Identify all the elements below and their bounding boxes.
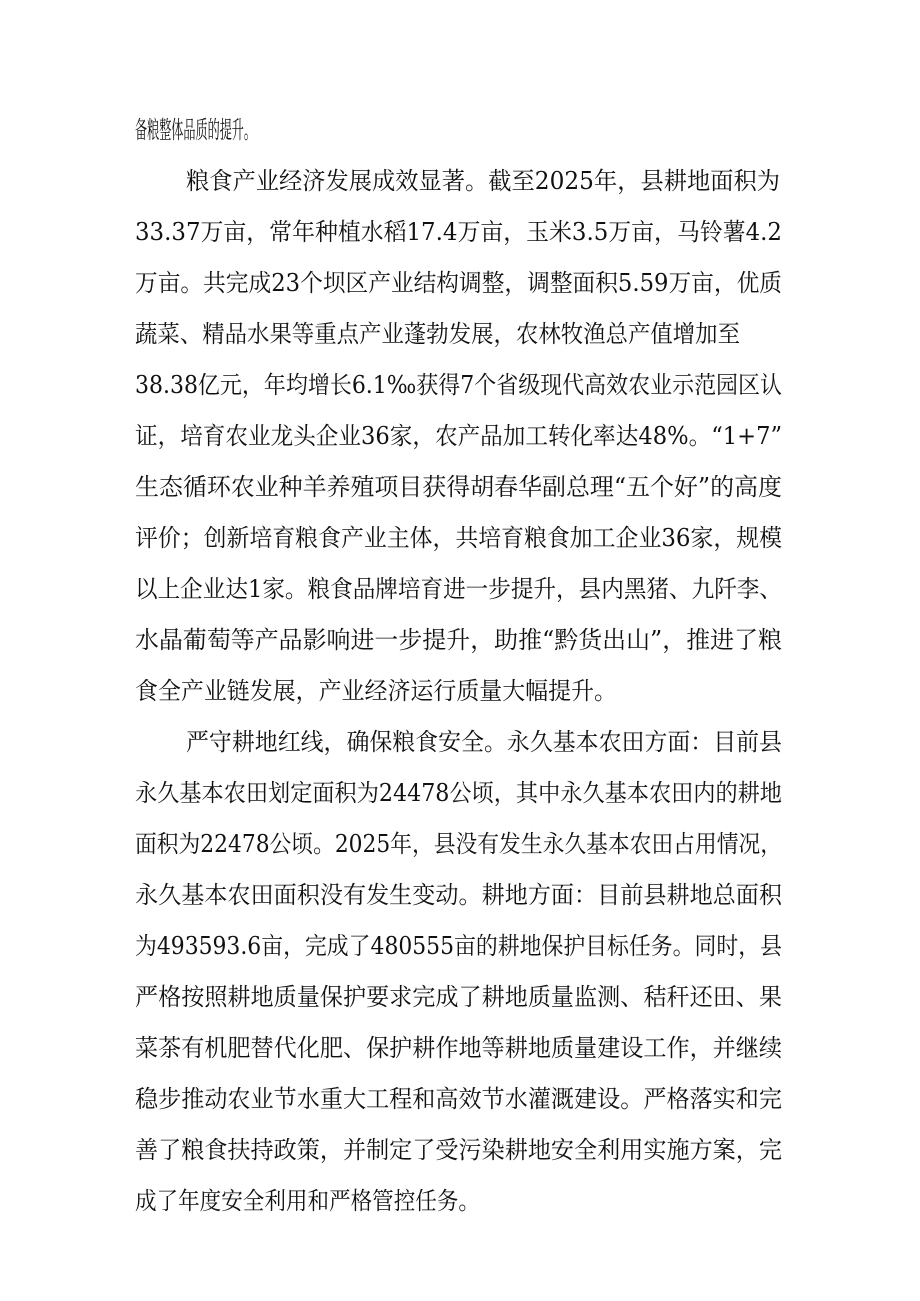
text-line	[0, 105, 920, 155]
text-line-content: 评价；创新培育粮食产业主体，共培育粮食加工企业36家，规模	[135, 524, 782, 552]
text-line-content: 永久基本农田面积没有发生变动。耕地方面：目前县耕地总面积	[135, 881, 783, 909]
text-line	[0, 819, 920, 869]
text-line	[0, 207, 920, 257]
text-line-content: 以上企业达1家。粮食品牌培育进一步提升，县内黑猪、九阡李、	[135, 575, 783, 603]
text-line	[0, 1074, 920, 1124]
text-line	[0, 768, 920, 818]
text-line-content: 38.38亿元，年均增长6.1‰获得7个省级现代高效农业示范园区认	[135, 371, 783, 399]
text-line	[0, 411, 920, 461]
text-line-content: 善了粮食扶持政策，并制定了受污染耕地安全利用实施方案，完	[135, 1136, 783, 1164]
text-line	[0, 717, 920, 767]
text-line	[0, 360, 920, 410]
text-line	[0, 972, 920, 1022]
text-line	[0, 666, 920, 716]
text-line-content: 33.37万亩，常年种植水稻17.4万亩，玉米3.5万亩，马铃薯4.2	[135, 218, 783, 246]
text-line-content: 证，培育农业龙头企业36家，农产品加工转化率达48%。“1+7”	[135, 422, 783, 450]
text-line-content: 蔬菜、精品水果等重点产业蓬勃发展，农林牧渔总产值增加至	[135, 320, 740, 348]
text-line	[0, 615, 920, 665]
text-line	[0, 309, 920, 359]
text-line-content: 稳步推动农业节水重大工程和高效节水灌溉建设。严格落实和完	[135, 1085, 783, 1113]
text-line	[0, 1023, 920, 1073]
text-line-content: 面积为22478公顷。2025年，县没有发生永久基本农田占用情况，	[135, 830, 783, 858]
text-line	[0, 564, 920, 614]
text-line	[0, 921, 920, 971]
text-line	[0, 156, 920, 206]
text-line-content: 食全产业链发展，产业经济运行质量大幅提升。	[135, 677, 617, 705]
text-line	[0, 462, 920, 512]
text-line-content: 水晶葡萄等产品影响进一步提升，助推“黔货出山”，推进了粮	[135, 626, 782, 654]
text-line-content: 严格按照耕地质量保护要求完成了耕地质量监测、秸秆还田、果	[135, 983, 783, 1011]
text-line-content: 成了年度安全利用和严格管控任务。	[135, 1187, 480, 1215]
text-line	[0, 1125, 920, 1175]
text-line	[0, 870, 920, 920]
text-line	[0, 258, 920, 308]
text-line	[0, 1176, 920, 1226]
text-line-content: 粮食产业经济发展成效显著。截至2025年，县耕地面积为	[186, 167, 781, 195]
text-line-content: 永久基本农田划定面积为24478公顷，其中永久基本农田内的耕地	[135, 779, 782, 807]
text-line-content: 严守耕地红线，确保粮食安全。永久基本农田方面：目前县	[186, 728, 782, 756]
text-line-content: 菜茶有机肥替代化肥、保护耕作地等耕地质量建设工作，并继续	[135, 1034, 783, 1062]
text-line-content: 生态循环农业种羊养殖项目获得胡春华副总理“五个好”的高度	[135, 473, 782, 501]
text-line-content: 为493593.6亩，完成了480555亩的耕地保护目标任务。同时，县	[135, 932, 783, 960]
text-line	[0, 513, 920, 563]
text-line-content: 备粮整体品质的提升。	[135, 116, 257, 144]
text-line-content: 万亩。共完成23个坝区产业结构调整，调整面积5.59万亩，优质	[135, 269, 782, 297]
